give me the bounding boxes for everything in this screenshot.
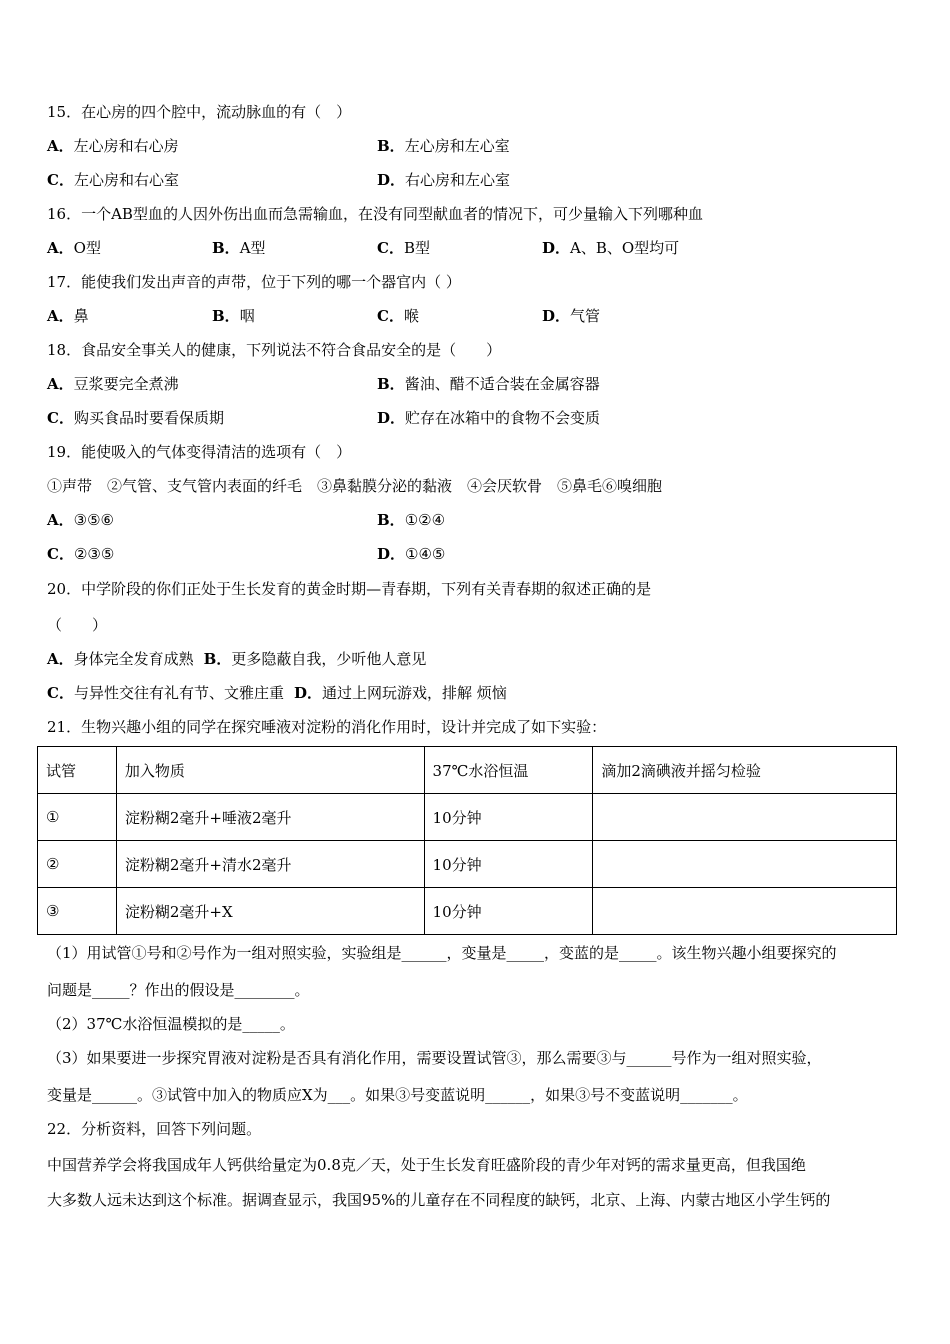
q19-option-c [47, 544, 114, 564]
option-text: ②③⑤ [73, 545, 115, 563]
option-text: 购买食品时要看保质期 [73, 409, 224, 427]
option-label: C． [377, 307, 404, 325]
option-text: 右心房和左心室 [405, 171, 511, 189]
q18-option-d [377, 408, 600, 428]
q21-stem: 21．生物兴趣小组的同学在探究唾液对淀粉的消化作用时，设计并完成了如下实验： [47, 718, 607, 736]
q19-option-b [377, 510, 445, 530]
table-cell: ③ [38, 888, 117, 935]
q19-stem: 19．能使吸入的气体变得清洁的选项有（ ） [47, 443, 352, 461]
option-text: A、B、O型均可 [570, 239, 680, 257]
option-text: 酱油、醋不适合装在金属容器 [404, 375, 600, 393]
table-cell: 淀粉糊2毫升+唾液2毫升 [116, 794, 424, 841]
q21-part3-line2: 变量是______。③试管中加入的物质应X为___。如果③号变蓝说明______，如果③号不变蓝说明_______。 [47, 1086, 748, 1104]
option-label: D． [293, 684, 322, 702]
option-label: D． [377, 409, 406, 427]
q21-part3-line1: （3）如果要进一步探究胃液对淀粉是否具有消化作用，需要设置试管③，那么需要③与______号作为一组对照实验， [47, 1049, 822, 1067]
table-cell: 10分钟 [424, 794, 593, 841]
option-label: A． [47, 511, 74, 529]
q15-option-b [377, 136, 510, 156]
q17-option-c [377, 306, 419, 326]
option-label: D． [542, 307, 571, 325]
table-row [38, 888, 897, 935]
table-header-cell: 加入物质 [116, 747, 424, 794]
option-text: 喉 [403, 307, 419, 325]
q19-items: ①声带 ②气管、支气管内表面的纤毛 ③鼻黏膜分泌的黏液 ④会厌软骨 ⑤鼻毛⑥嗅细胞 [47, 477, 663, 495]
q17-option-d [542, 306, 600, 326]
option-label: B． [212, 239, 240, 257]
table-header-row [38, 747, 897, 794]
option-label: A． [47, 650, 74, 668]
option-label: D． [542, 239, 571, 257]
table-header-cell: 滴加2滴碘液并摇匀检验 [593, 747, 897, 794]
option-text: 左心房和右心房 [73, 137, 179, 155]
q22-paragraph-line1: 中国营养学会将我国成年人钙供给量定为0.8克／天，处于生长发育旺盛阶段的青少年对钙的需求量更高，但我国绝 [47, 1156, 806, 1174]
q16-option-b [212, 238, 266, 258]
q19-option-a [47, 510, 114, 530]
option-label: A． [47, 239, 74, 257]
q21-part1-line1: （1）用试管①号和②号作为一组对照实验，实验组是______，变量是_____，变蓝的是_____。该生物兴趣小组要探究的 [47, 944, 837, 962]
q19-option-d [377, 544, 445, 564]
option-label: C． [47, 409, 74, 427]
option-label: A． [47, 307, 74, 325]
q20-options-ab [47, 649, 426, 669]
option-text: B型 [403, 239, 430, 257]
option-text: 左心房和右心室 [73, 171, 179, 189]
q17-option-b [212, 306, 255, 326]
table-cell [593, 888, 897, 935]
q18-option-b [377, 374, 600, 394]
q18-stem: 18．食品安全事关人的健康，下列说法不符合食品安全的是（ ） [47, 341, 502, 359]
option-label: B． [377, 511, 405, 529]
option-text: 左心房和左心室 [404, 137, 510, 155]
q16-option-a [47, 238, 101, 258]
q16-stem: 16．一个AB型血的人因外伤出血而急需输血，在没有同型献血者的情况下，可少量输入下列哪种血 [47, 205, 703, 223]
option-label: B． [377, 137, 405, 155]
option-text: A型 [239, 239, 266, 257]
table-cell: 淀粉糊2毫升+X [116, 888, 424, 935]
table-cell: 10分钟 [424, 841, 593, 888]
table-row [38, 841, 897, 888]
q15-option-a [47, 136, 179, 156]
q17-stem: 17．能使我们发出声音的声带，位于下列的哪一个器官内（ ） [47, 273, 461, 291]
table-row [38, 794, 897, 841]
option-text: 与异性交往有礼有节、文雅庄重 [73, 684, 284, 702]
option-text: O型 [73, 239, 101, 257]
q21-part2: （2）37℃水浴恒温模拟的是_____。 [47, 1015, 295, 1033]
option-label: C． [47, 684, 74, 702]
table-header-cell: 37℃水浴恒温 [424, 747, 593, 794]
table-cell: ② [38, 841, 117, 888]
option-text: ①②④ [404, 511, 446, 529]
option-text: ①④⑤ [405, 545, 446, 563]
q22-stem: 22．分析资料，回答下列问题。 [47, 1120, 262, 1138]
option-text: 身体完全发育成熟 [73, 650, 194, 668]
table-cell [593, 841, 897, 888]
option-text: 咽 [239, 307, 255, 325]
table-cell: ① [38, 794, 117, 841]
option-label: D． [377, 545, 406, 563]
option-label: D． [377, 171, 406, 189]
q20-paren: （ ） [47, 616, 108, 634]
option-label: B． [212, 307, 240, 325]
option-text: 豆浆要完全煮沸 [73, 375, 179, 393]
q16-option-d [542, 238, 679, 258]
q15-option-c [47, 170, 179, 190]
option-label: A． [47, 375, 74, 393]
q15-option-d [377, 170, 510, 190]
option-text: 气管 [570, 307, 601, 325]
q20-stem: 20．中学阶段的你们正处于生长发育的黄金时期—青春期，下列有关青春期的叙述正确的是 [47, 580, 652, 598]
table-header-cell: 试管 [38, 747, 117, 794]
q17-option-a [47, 306, 89, 326]
option-text: 贮存在冰箱中的食物不会变质 [405, 409, 601, 427]
option-label: C． [377, 239, 404, 257]
q15-stem: 15．在心房的四个腔中，流动脉血的有（ ） [47, 103, 352, 121]
table-cell: 10分钟 [424, 888, 593, 935]
option-label: A． [47, 137, 74, 155]
table-cell: 淀粉糊2毫升+清水2毫升 [116, 841, 424, 888]
option-label: C． [47, 171, 74, 189]
q21-part1-line2: 问题是_____？作出的假设是________。 [47, 981, 310, 999]
experiment-table [37, 746, 897, 935]
q22-paragraph-line2: 大多数人远未达到这个标准。据调查显示，我国95%的儿童存在不同程度的缺钙，北京、上海、内蒙古地区小学生钙的 [47, 1191, 831, 1209]
option-text: 更多隐蔽自我，少听他人意见 [231, 650, 427, 668]
option-label: B． [377, 375, 405, 393]
option-label: B． [203, 650, 232, 668]
option-text: 鼻 [73, 307, 89, 325]
option-text: 通过上网玩游戏，排解 烦恼 [321, 684, 507, 702]
option-label: C． [47, 545, 74, 563]
q18-option-a [47, 374, 179, 394]
q18-option-c [47, 408, 224, 428]
table-cell [593, 794, 897, 841]
q20-options-cd [47, 683, 507, 703]
option-text: ③⑤⑥ [73, 511, 114, 529]
q16-option-c [377, 238, 430, 258]
